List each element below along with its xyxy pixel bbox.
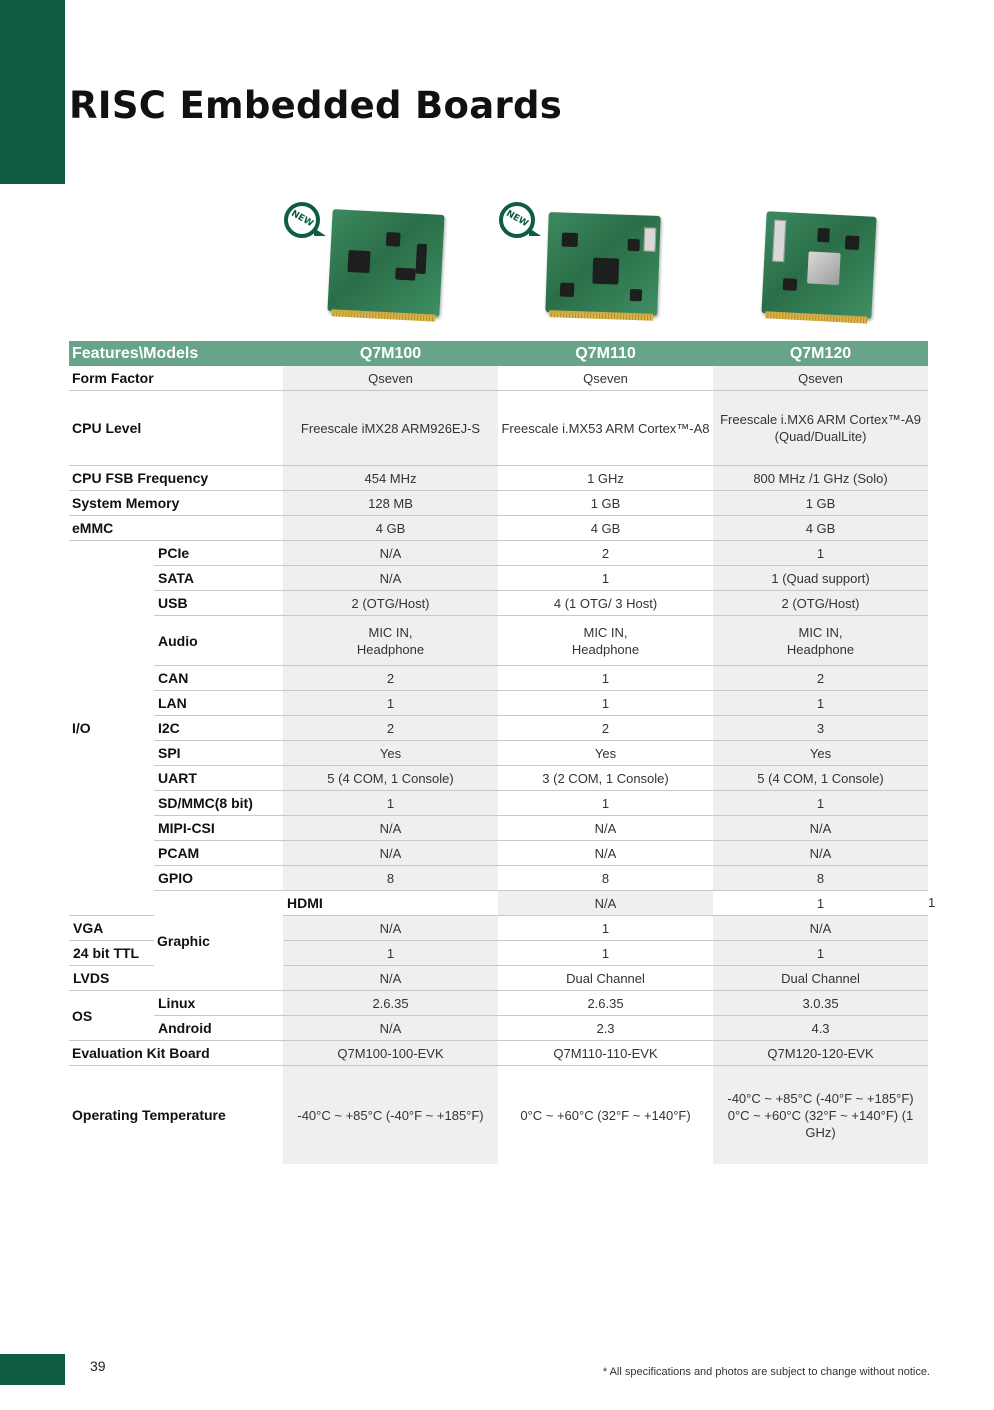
table-row [69, 866, 928, 891]
cell-value: 8 [713, 866, 928, 891]
cell-value: 5 (4 COM, 1 Console) [283, 766, 498, 791]
cell-value: 1 [498, 666, 713, 691]
table-row [69, 741, 928, 766]
cell-value: 4 GB [498, 516, 713, 541]
header-features-models: Features\Models [69, 341, 283, 366]
cell-value: 4 (1 OTG/ 3 Host) [498, 591, 713, 616]
table-row [69, 816, 928, 841]
row-label: 24 bit TTL [69, 941, 154, 966]
row-label: UART [154, 766, 283, 791]
table-row [69, 991, 928, 1016]
cell-value: 1 (Quad support) [713, 566, 928, 591]
cell-value: 2 [283, 666, 498, 691]
cell-value: 1 [283, 691, 498, 716]
cell-value: 2.6.35 [283, 991, 498, 1016]
board-q7m120-icon [761, 211, 876, 319]
table-header-row [69, 341, 928, 366]
table-row [69, 1041, 928, 1066]
row-label: I2C [154, 716, 283, 741]
cell-value: N/A [713, 816, 928, 841]
row-label: SD/MMC(8 bit) [154, 791, 283, 816]
row-label: Operating Temperature [72, 1107, 226, 1123]
cell-value: 800 MHz /1 GHz (Solo) [713, 466, 928, 491]
row-label: SATA [154, 566, 283, 591]
cell-value: Qseven [498, 366, 713, 391]
cell-value: 2 [498, 541, 713, 566]
cell-value: N/A [283, 541, 498, 566]
row-label: System Memory [69, 491, 283, 516]
cell-value: 1 [498, 791, 713, 816]
row-label: CPU FSB Frequency [69, 466, 283, 491]
cell-value: 454 MHz [283, 466, 498, 491]
cell-value: N/A [283, 841, 498, 866]
row-label: LVDS [69, 966, 154, 991]
group-label-os: OS [69, 991, 154, 1041]
cell-value: 2 [498, 716, 713, 741]
row-label: GPIO [154, 866, 283, 891]
table-row [69, 841, 928, 866]
table-row [69, 716, 928, 741]
table-row [69, 1066, 928, 1165]
row-label: Audio [154, 616, 283, 666]
footer-accent-bar [0, 1354, 65, 1385]
cell-value: 3 [713, 716, 928, 741]
cell-value: 2.3 [498, 1016, 713, 1041]
table-row [69, 616, 928, 666]
product-image-q7m120 [712, 200, 882, 330]
cell-value: Yes [283, 741, 498, 766]
cell-value: 2 [713, 666, 928, 691]
cell-value: 1 GB [713, 491, 928, 516]
cell-value: MIC IN, Headphone [498, 616, 713, 666]
cell-value: 4.3 [713, 1016, 928, 1041]
cell-value: 1 [713, 941, 928, 966]
cell-value: 8 [283, 866, 498, 891]
footnote: * All specifications and photos are subject to change without notice. [602, 1366, 930, 1378]
cell-value: Qseven [283, 366, 498, 391]
product-image-q7m100 [282, 200, 452, 330]
row-label: CPU Level [69, 391, 283, 466]
header-model: Q7M110 [498, 341, 713, 366]
table-row [69, 591, 928, 616]
cell-value: 1 [498, 941, 713, 966]
table-row [69, 516, 928, 541]
cell-value: 1 [713, 791, 928, 816]
table-row [69, 541, 928, 566]
cell-value: 2 (OTG/Host) [283, 591, 498, 616]
cell-value: N/A [498, 891, 713, 916]
cell-value: Q7M110-110-EVK [498, 1041, 713, 1066]
row-label: Evaluation Kit Board [69, 1041, 283, 1066]
cell-value: N/A [713, 916, 928, 941]
cell-value: 3.0.35 [713, 991, 928, 1016]
cell-value: 8 [498, 866, 713, 891]
spec-table [69, 341, 936, 1164]
cell-value: N/A [283, 1016, 498, 1041]
header-model: Q7M120 [713, 341, 928, 366]
row-label: Form Factor [69, 366, 283, 391]
row-label: VGA [69, 916, 154, 941]
cell-value: 1 [283, 791, 498, 816]
cell-value: 1 [283, 941, 498, 966]
cell-value: N/A [283, 566, 498, 591]
header-model: Q7M100 [283, 341, 498, 366]
cell-value: 1 [713, 891, 928, 916]
cell-value: 1 [498, 566, 713, 591]
cell-value: Q7M100-100-EVK [283, 1041, 498, 1066]
page-title: RISC Embedded Boards [69, 84, 563, 127]
row-label: USB [154, 591, 283, 616]
header-accent-bar [0, 0, 65, 184]
cell-value: -40°C ~ +85°C (-40°F ~ +185°F) [283, 1066, 498, 1165]
cell-value: Freescale iMX28 ARM926EJ-S [283, 391, 498, 466]
cell-value: 2 (OTG/Host) [713, 591, 928, 616]
table-row [69, 766, 928, 791]
cell-value: 128 MB [283, 491, 498, 516]
table-row [69, 791, 928, 816]
board-q7m100-icon [327, 209, 444, 317]
row-label: LAN [154, 691, 283, 716]
cell-value: N/A [713, 841, 928, 866]
cell-value: 5 (4 COM, 1 Console) [713, 766, 928, 791]
table-row [69, 1016, 928, 1041]
cell-value: Q7M120-120-EVK [713, 1041, 928, 1066]
cell-value: Dual Channel [498, 966, 713, 991]
cell-value: 4 GB [713, 516, 928, 541]
cell-value: MIC IN, Headphone [283, 616, 498, 666]
row-label: PCAM [154, 841, 283, 866]
cell-value: N/A [283, 966, 498, 991]
cell-value: N/A [283, 816, 498, 841]
table-row: Graphic HDMI N/A 1 1 [69, 891, 928, 916]
cell-value: -40°C ~ +85°C (-40°F ~ +185°F) 0°C ~ +60°C (32°F ~ +140°F) (1 GHz) [713, 1066, 928, 1165]
table-row [69, 391, 928, 466]
cell-value: 2 [283, 716, 498, 741]
table-row [69, 566, 928, 591]
cell-value: Yes [498, 741, 713, 766]
table-row [69, 666, 928, 691]
cell-value: 1 [713, 691, 928, 716]
row-label: HDMI [283, 891, 498, 916]
cell-value: 1 [498, 691, 713, 716]
new-badge-icon: NEW [499, 202, 535, 238]
cell-value: N/A [498, 816, 713, 841]
product-image-q7m110 [497, 200, 667, 330]
cell-value: 4 GB [283, 516, 498, 541]
row-label: PCIe [154, 541, 283, 566]
cell-value: 3 (2 COM, 1 Console) [498, 766, 713, 791]
row-label: CAN [154, 666, 283, 691]
table-row [69, 466, 928, 491]
group-label-io: I/O [69, 541, 154, 916]
board-q7m110-icon [545, 212, 660, 316]
cell-value: Yes [713, 741, 928, 766]
cell-value: Qseven [713, 366, 928, 391]
cell-value: 1 GHz [498, 466, 713, 491]
row-label: SPI [154, 741, 283, 766]
cell-value: 1 [713, 541, 928, 566]
cell-value: MIC IN, Headphone [713, 616, 928, 666]
table-row [69, 691, 928, 716]
table-row [69, 491, 928, 516]
cell-value: Freescale i.MX6 ARM Cortex™-A9 (Quad/DualLite) [713, 391, 928, 466]
new-badge-icon: NEW [284, 202, 320, 238]
cell-value: 2.6.35 [498, 991, 713, 1016]
cell-value: 1 [498, 916, 713, 941]
cell-value: Dual Channel [713, 966, 928, 991]
table-row [69, 366, 928, 391]
cell-value: 1 GB [498, 491, 713, 516]
row-label: Linux [154, 991, 283, 1016]
row-label: eMMC [69, 516, 283, 541]
row-label: Android [154, 1016, 283, 1041]
page-number: 39 [90, 1358, 106, 1374]
cell-value: N/A [498, 841, 713, 866]
cell-value: N/A [283, 916, 498, 941]
group-label-graphic: Graphic [154, 891, 283, 991]
cell-value: 0°C ~ +60°C (32°F ~ +140°F) [520, 1107, 691, 1123]
cell-value: Freescale i.MX53 ARM Cortex™-A8 [498, 391, 713, 466]
row-label: MIPI-CSI [154, 816, 283, 841]
